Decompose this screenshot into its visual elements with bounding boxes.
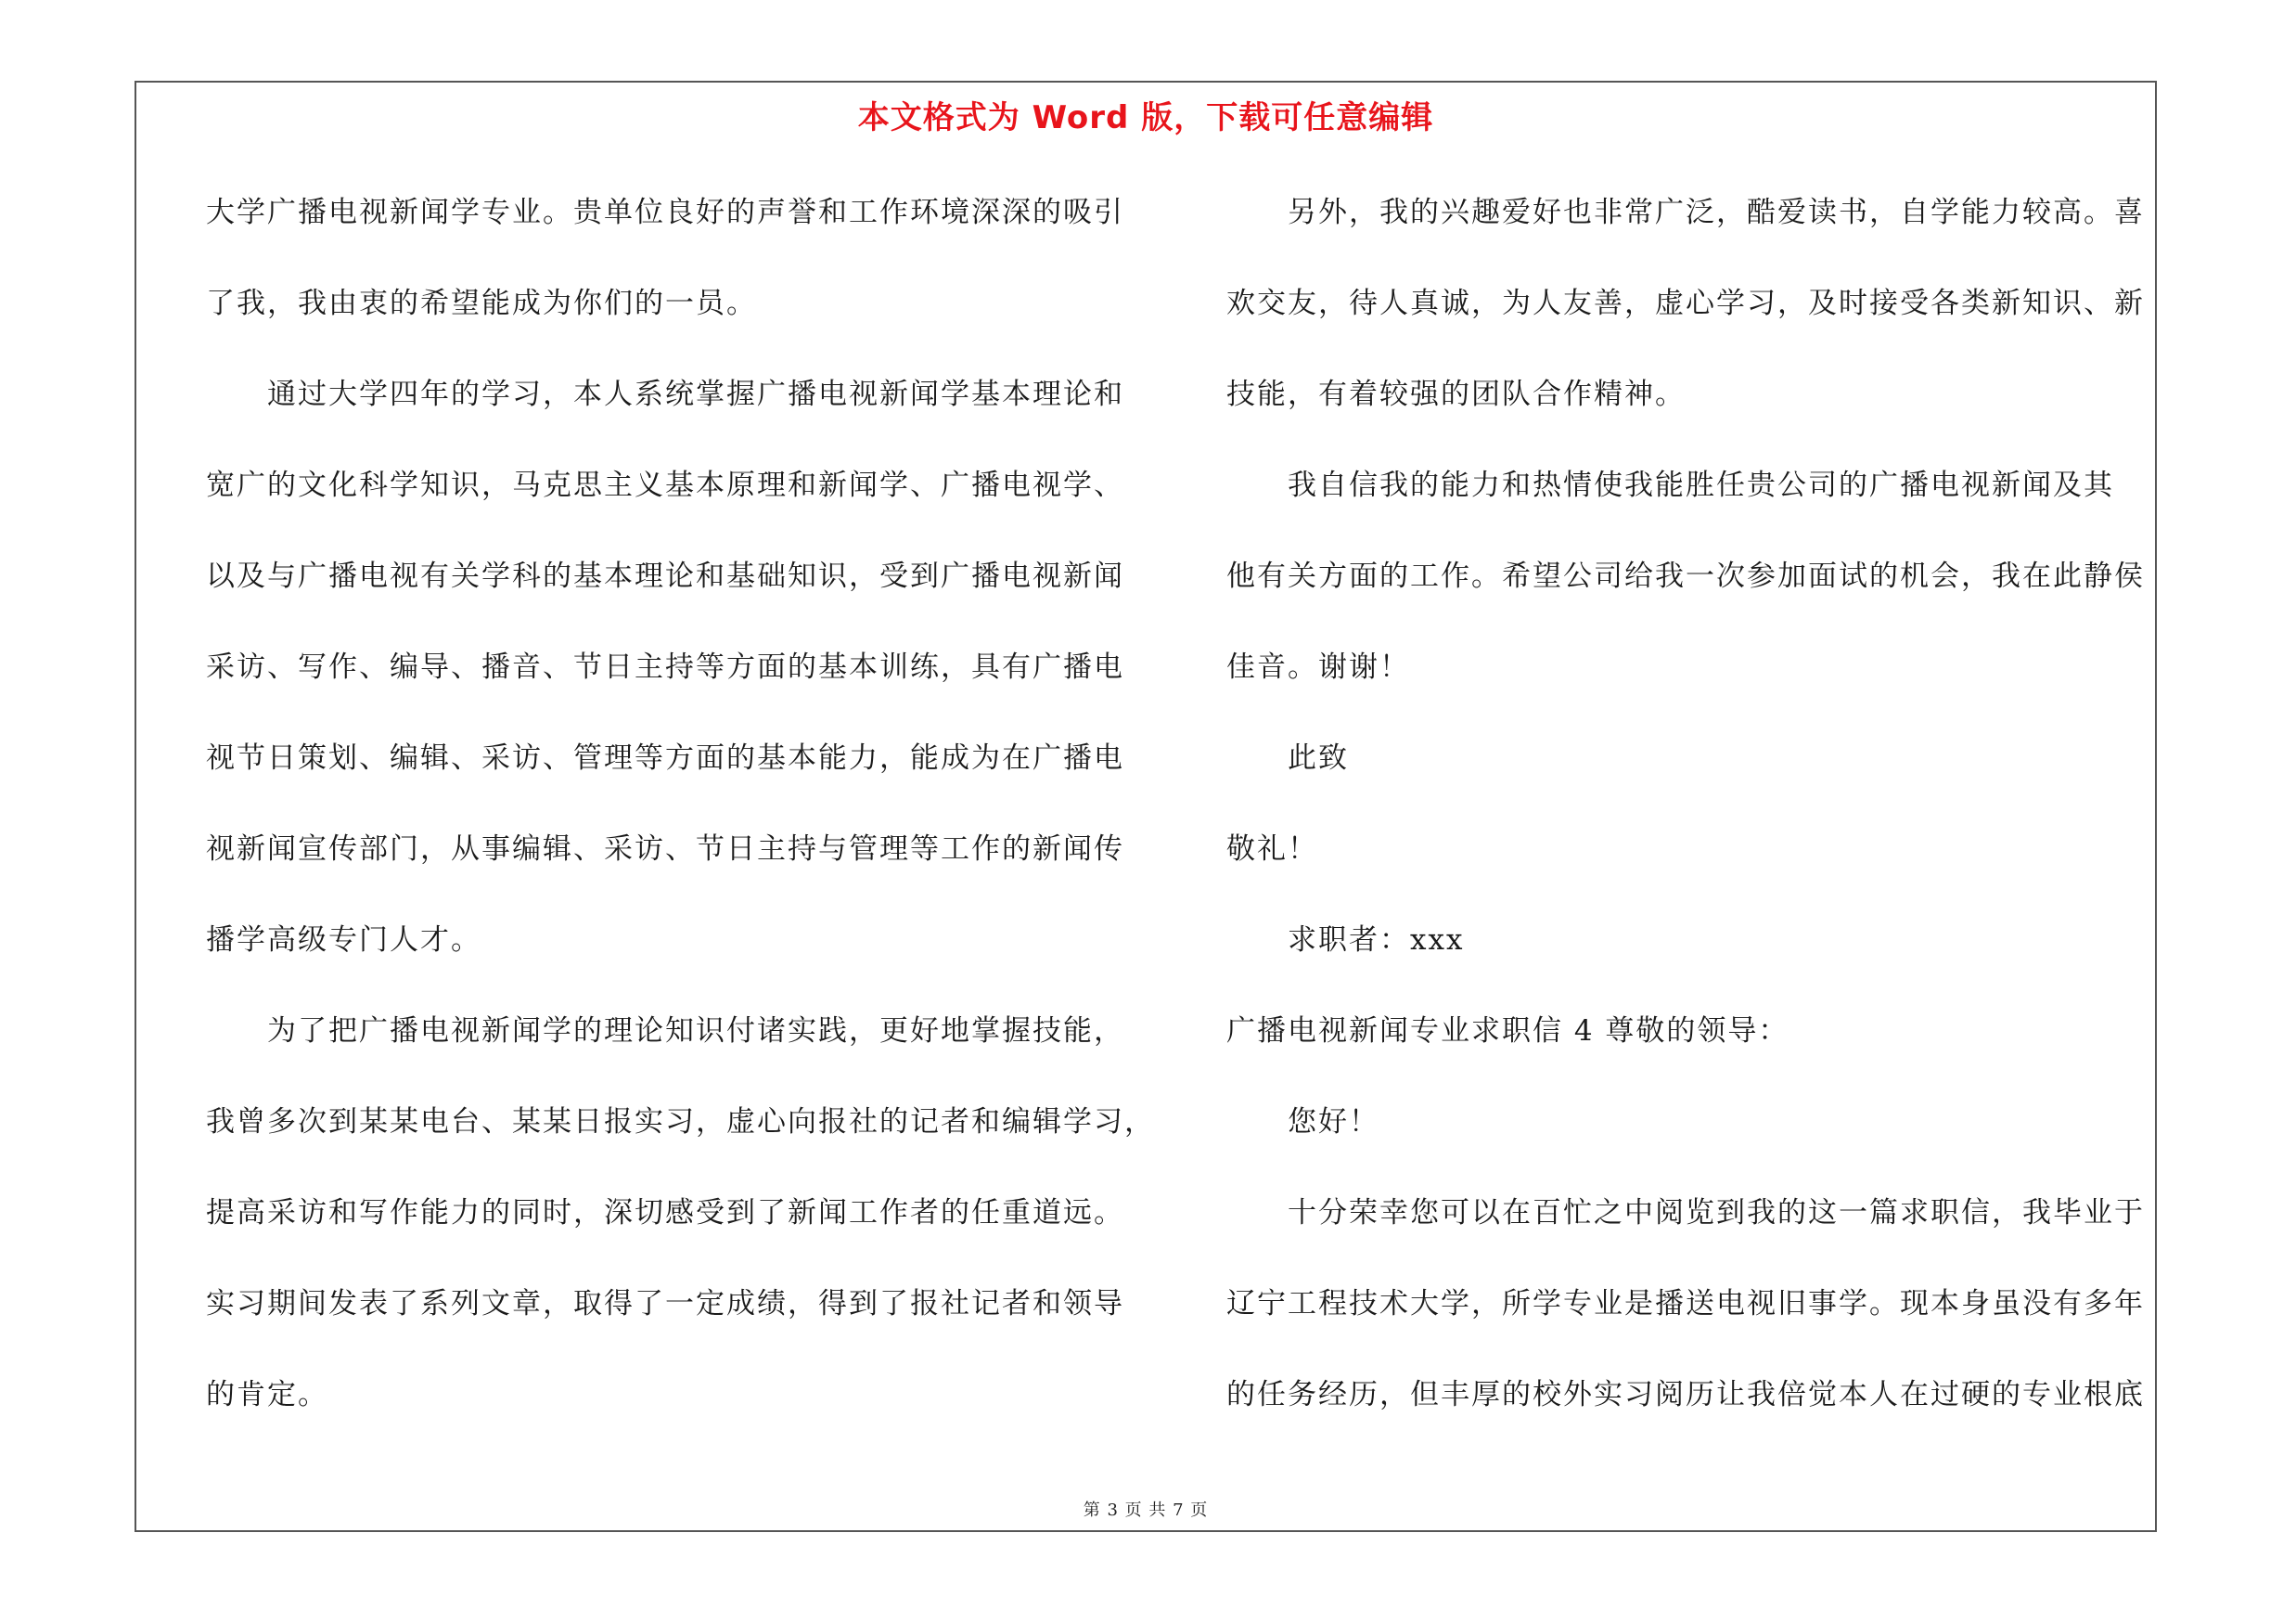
text-line: 我自信我的能力和热情使我能胜任贵公司的广播电视新闻及其 bbox=[1288, 469, 2114, 502]
text-line: 视新闻宣传部门，从事编辑、采访、节日主持与管理等工作的新闻传 bbox=[206, 832, 1124, 866]
text-line: 了我，我由衷的希望能成为你们的一员。 bbox=[206, 287, 757, 320]
text-line: 的肯定。 bbox=[206, 1378, 328, 1411]
text-line: 以及与广播电视有关学科的基本理论和基础知识，受到广播电视新闻 bbox=[206, 560, 1124, 593]
text-line: 他有关方面的工作。希望公司给我一次参加面试的机会，我在此静侯 bbox=[1226, 560, 2145, 593]
text-line: 采访、写作、编导、播音、节日主持等方面的基本训练，具有广播电 bbox=[206, 650, 1124, 684]
text-line: 宽广的文化科学知识，马克思主义基本原理和新闻学、广播电视学、 bbox=[206, 469, 1124, 502]
greeting-line: 您好！ bbox=[1288, 1105, 1379, 1139]
text-line: 视节日策划、编辑、采访、管理等方面的基本能力，能成为在广播电 bbox=[206, 741, 1124, 775]
page-number: 第 3 页 共 7 页 bbox=[1083, 1501, 1209, 1520]
text-line: 辽宁工程技术大学，所学专业是播送电视旧事学。现本身虽没有多年 bbox=[1226, 1287, 2145, 1320]
text-line: 大学广播电视新闻学专业。贵单位良好的声誉和工作环境深深的吸引 bbox=[206, 196, 1124, 229]
text-line: 通过大学四年的学习，本人系统掌握广播电视新闻学基本理论和 bbox=[267, 378, 1124, 411]
text-line: 提高采访和写作能力的同时，深切感受到了新闻工作者的任重道远。 bbox=[206, 1196, 1124, 1230]
text-line: 的任务经历，但丰厚的校外实习阅历让我倍觉本人在过硬的专业根底 bbox=[1226, 1378, 2145, 1411]
text-line: 实习期间发表了系列文章，取得了一定成绩，得到了报社记者和领导 bbox=[206, 1287, 1124, 1320]
text-line: 另外，我的兴趣爱好也非常广泛，酷爱读书，自学能力较高。喜 bbox=[1288, 196, 2145, 229]
text-line: 佳音。谢谢！ bbox=[1226, 650, 1410, 684]
text-line: 我曾多次到某某电台、某某日报实习，虚心向报社的记者和编辑学习， bbox=[206, 1105, 1155, 1139]
left-text-column bbox=[206, 185, 1161, 1458]
right-text-column bbox=[1226, 185, 2154, 1458]
closing-regards: 敬礼！ bbox=[1226, 832, 1318, 866]
text-line: 十分荣幸您可以在百忙之中阅览到我的这一篇求职信，我毕业于 bbox=[1288, 1196, 2145, 1230]
text-line: 播学高级专门人才。 bbox=[206, 923, 481, 957]
letter-heading: 广播电视新闻专业求职信 4 尊敬的领导： bbox=[1226, 1014, 1789, 1048]
signature-line: 求职者：xxx bbox=[1288, 923, 1465, 957]
text-line: 欢交友，待人真诚，为人友善，虚心学习，及时接受各类新知识、新 bbox=[1226, 287, 2145, 320]
format-banner: 本文格式为 Word 版，下载可任意编辑 bbox=[857, 99, 1434, 136]
text-line: 为了把广播电视新闻学的理论知识付诸实践，更好地掌握技能， bbox=[267, 1014, 1124, 1048]
text-line: 技能，有着较强的团队合作精神。 bbox=[1226, 378, 1686, 411]
closing-salutation: 此致 bbox=[1288, 741, 1349, 775]
document-page bbox=[135, 81, 2157, 1532]
